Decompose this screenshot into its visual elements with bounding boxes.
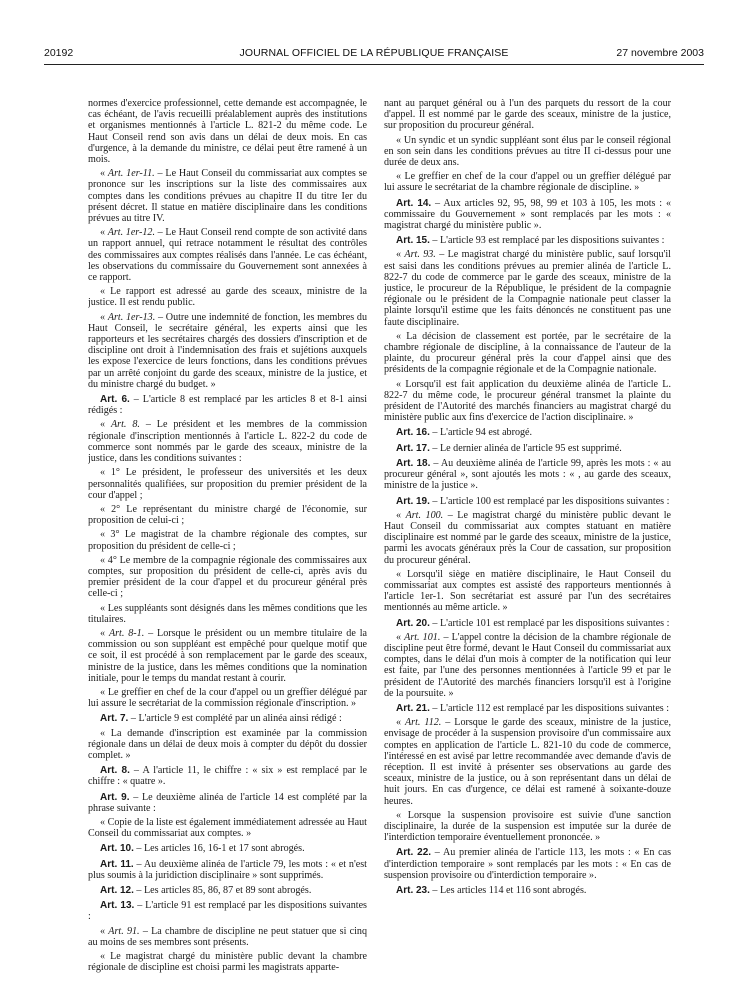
article-paragraph: [384, 847, 671, 881]
quote-mark: «: [396, 631, 405, 643]
quote-mark: «: [100, 311, 108, 323]
paragraph: [384, 510, 671, 566]
article-paragraph: [88, 843, 367, 854]
paragraph-text: – Aux articles 92, 95, 98, 99 et 103 à 105, les mots : « commissaire du Gouvernement » sont remplacés par les mots : « magistrat chargé du ministère public ».: [384, 197, 671, 232]
paragraph: [88, 286, 367, 308]
paragraph-text: « Le greffier en chef de la cour d'appel ou un greffier délégué par lui assure le secrétariat de la commission régionale d'inscription. »: [88, 686, 367, 710]
paragraph: [88, 419, 367, 464]
paragraph-text: – Lorsque le président ou un membre titulaire de la commission ou son suppléant est empêché pour quelque motif que ce soit, il est procédé à son remplacement par le garde des sceaux, ministre de la justice, dans les mêmes conditions que la nomination initiale, pour le temps du mandat restant à courir.: [88, 627, 367, 684]
paragraph-text: – Au premier alinéa de l'article 113, les mots : « En cas d'interdiction temporaire » sont remplacés par les mots : « En cas de suspension provisoire ou d'interdiction temporaire ».: [384, 847, 671, 881]
paragraph-text: – Lorsque le garde des sceaux, ministre de la justice, envisage de procéder à la suspension provisoire d'un commissaire aux comptes en application de l'article L. 821-10 du code de commerce, l'intéressé en est avisé par lettre recommandée avec demande d'avis de réception. Il est invité à présenter ses observations au garde des sceaux, ministre de la justice, ou à son représentant dans un délai de huit jours. En cas d'urgence, ce délai est ramené à soixante-douze heures.: [384, 717, 671, 807]
article-reference: Art. 8-1.: [108, 627, 145, 639]
paragraph: [88, 951, 367, 973]
article-reference: Art. 112.: [405, 717, 442, 729]
article-paragraph: [88, 900, 367, 922]
article-reference: Art. 1er-12.: [107, 227, 155, 239]
paragraph: [384, 379, 671, 424]
article-reference: Art. 101.: [404, 631, 441, 643]
quote-mark: «: [100, 627, 109, 639]
article-label: Art. 13.: [100, 900, 135, 912]
left-column: [88, 98, 367, 978]
paragraph-text: « Copie de la liste est également immédiatement adressée au Haut Conseil du commissariat aux comptes. »: [88, 816, 367, 840]
paragraph: [88, 628, 367, 684]
paragraph: [384, 810, 671, 844]
quote-mark: «: [100, 419, 111, 431]
article-label: Art. 19.: [396, 495, 430, 507]
paragraph: [384, 331, 671, 376]
paragraph-text: – L'article 8 est remplacé par les articles 8 et 8-1 ainsi rédigés :: [88, 394, 367, 417]
header-rule: [44, 64, 704, 65]
article-paragraph: [384, 496, 671, 507]
paragraph-text: nant au parquet général ou à l'un des parquets du ressort de la cour d'appel. Il est nommé par le garde des sceaux, ministre de la justice, sur proposition du procureur général.: [384, 98, 671, 132]
quote-mark: «: [100, 168, 108, 180]
article-label: Art. 22.: [396, 847, 432, 859]
paragraph-text: « 2° Le représentant du ministre chargé de l'économie, sur proposition de celui-ci ;: [88, 503, 367, 527]
quote-mark: «: [100, 925, 109, 937]
article-reference: Art. 1er-11.: [107, 168, 155, 180]
article-paragraph: [384, 458, 671, 492]
article-label: Art. 14.: [396, 197, 432, 209]
paragraph-text: – Le magistrat chargé du ministère public, sauf lorsqu'il est saisi dans les conditions prévues au premier alinéa de l'article L. 822-7 du code de commerce par le garde des sceaux, ministre de la justice, le procureur de la République, le président de la compagnie régionale ou le président de la Compagnie nationale peut classer la plainte lorsqu'il estime que les faits dénoncés ne constituent pas une faute disciplinaire.: [384, 249, 671, 328]
article-paragraph: [384, 427, 671, 438]
article-label: Art. 11.: [100, 858, 134, 870]
paragraph-text: – Le deuxième alinéa de l'article 14 est complété par la phrase suivante :: [88, 791, 367, 814]
paragraph: [88, 728, 367, 762]
paragraph-text: « Les suppléants sont désignés dans les mêmes conditions que les titulaires.: [88, 602, 367, 625]
paragraph: [88, 603, 367, 625]
article-paragraph: [384, 235, 671, 246]
article-reference: Art. 93.: [404, 249, 436, 261]
article-label: Art. 15.: [396, 235, 430, 247]
paragraph-text: – L'article 100 est remplacé par les dispositions suivantes :: [429, 495, 670, 507]
article-paragraph: [384, 443, 671, 454]
article-paragraph: [384, 198, 671, 232]
article-paragraph: [88, 885, 367, 896]
paragraph-text: – Au deuxième alinéa de l'article 79, les mots : « et n'est plus soumis à la juridiction disciplinaire » sont supprimés.: [88, 858, 367, 881]
paragraph-text: – Les articles 85, 86, 87 et 89 sont abrogés.: [133, 885, 312, 896]
paragraph: [384, 171, 671, 193]
article-label: Art. 17.: [396, 442, 430, 454]
paragraph-text: « Le greffier en chef de la cour d'appel ou un greffier délégué par lui assure le secrétariat de la chambre régionale de discipline. »: [384, 171, 671, 194]
quote-mark: «: [396, 717, 406, 729]
paragraph-text: – L'article 9 est complété par un alinéa ainsi rédigé :: [128, 713, 342, 725]
quote-mark: «: [396, 249, 405, 261]
paragraph-text: – L'article 94 est abrogé.: [429, 427, 533, 439]
paragraph-text: – L'article 112 est remplacé par les dispositions suivantes :: [429, 702, 670, 714]
article-reference: Art. 8.: [110, 419, 140, 431]
paragraph-text: – A l'article 11, le chiffre : « six » est remplacé par le chiffre : « quatre ».: [88, 765, 367, 788]
article-label: Art. 8.: [100, 765, 130, 777]
paragraph: [384, 135, 671, 169]
paragraph-text: normes d'exercice professionnel, cette demande est accompagnée, le cas échéant, de l'avis recueilli préalablement auprès des institutions et organismes mentionnés à l'article L. 821-2 du même code. Le Haut Conseil rend son avis dans un délai de deux mois. En cas d'urgence, à la demande du ministre, ce délai peut être ramené à un mois.: [88, 98, 367, 166]
article-reference: Art. 1er-13.: [107, 311, 156, 323]
paragraph: [88, 168, 367, 224]
article-reference: Art. 91.: [108, 925, 140, 937]
paragraph-text: – Le Haut Conseil rend compte de son activité dans un rapport annuel, qui retrace notamment le résultat des contrôles des commissaires aux comptes réalisés dans l'année. Le cas échéant, les observations du commissaire du Gouvernement sont annexées à ce rapport.: [88, 227, 367, 284]
article-label: Art. 7.: [100, 713, 129, 725]
paragraph: [88, 504, 367, 526]
paragraph: [88, 687, 367, 709]
paragraph-text: « Le rapport est adressé au garde des sceaux, ministre de la justice. Il est rendu public.: [88, 286, 367, 309]
page-header: [44, 47, 704, 63]
paragraph-text: – L'article 101 est remplacé par les dispositions suivantes :: [429, 617, 670, 629]
article-label: Art. 20.: [396, 617, 430, 629]
article-label: Art. 18.: [396, 457, 431, 469]
article-paragraph: [384, 618, 671, 629]
issue-date: 27 novembre 2003: [616, 47, 704, 59]
page-number: 20192: [44, 47, 74, 59]
paragraph-text: – Au deuxième alinéa de l'article 99, après les mots : « au procureur général », sont ajoutés les mots : « , au garde des sceaux, ministre de la justice ».: [384, 457, 671, 492]
paragraph-text: « La décision de classement est portée, par le secrétaire de la chambre régionale de discipline, à la connaissance de l'auteur de la plainte, du procureur général près la cour d'appel ainsi que des présidents de la compagnie régionale et de la Compagnie nationale.: [384, 330, 671, 376]
paragraph-text: – Le président et les membres de la commission régionale d'inscription mentionnés à l'article L. 822-2 du code de commerce sont nommés par le garde des sceaux, ministre de la justice, dans les conditions suivantes :: [88, 419, 367, 465]
paragraph: [88, 817, 367, 839]
paragraph: [88, 227, 367, 283]
article-paragraph: [88, 394, 367, 416]
article-label: Art. 6.: [100, 394, 130, 406]
paragraph-text: – Outre une indemnité de fonction, les membres du Haut Conseil, le secrétaire général, les experts ainsi que les rapporteurs et les secrétaires chargés des dossiers d'inscription et de discipline ont droit à l'indemnisation des frais et sujétions auxquels les expose l'exercice de leurs fonctions, dans les conditions prévues par un arrêté conjoint du garde des sceaux, ministre de la justice, et du ministre chargé du budget. »: [88, 311, 367, 390]
paragraph-text: – Le magistrat chargé du ministère public devant le Haut Conseil du commissariat aux comptes statuant en matière disciplinaire est nommé par le garde des sceaux, ministre de la justice, parmi les avocats généraux près la Cour de cassation, sur proposition du procureur général.: [384, 509, 671, 566]
article-label: Art. 12.: [100, 885, 134, 896]
article-paragraph: [88, 859, 367, 881]
paragraph: [384, 632, 671, 699]
quote-mark: «: [396, 509, 406, 521]
paragraph-text: « Un syndic et un syndic suppléant sont élus par le conseil régional en son sein dans les conditions prévues au titre II ci-dessus pour une durée de deux ans.: [384, 134, 671, 169]
paragraph-text: – L'appel contre la décision de la chambre régionale de discipline peut être formé, devant le Haut Conseil du commissariat aux comptes, dans le délai d'un mois à compter de la notification qui leur est faite, par l'une des personnes mentionnées à l'article 99 et par le président de l'Autorité des marchés financiers lorsqu'il est à l'origine de la poursuite. »: [384, 631, 671, 699]
paragraph: [88, 555, 367, 600]
paragraph-text: – Le Haut Conseil du commissariat aux comptes se prononce sur les inscriptions sur la liste des commissaires aux comptes dans les conditions prévues au chapitre II du titre Ier du présent décret. Il statue en matière disciplinaire dans les conditions prévues au titre IV.: [88, 168, 367, 225]
paragraph-text: – L'article 91 est remplacé par les dispositions suivantes :: [88, 900, 367, 923]
paragraph-text: « 4° Le membre de la compagnie régionale des commissaires aux comptes, sur proposition du président de celle-ci, après avis du premier président de la cour d'appel et du procureur général près celle-ci ;: [88, 554, 367, 600]
article-label: Art. 10.: [100, 843, 134, 855]
paragraph-text: – Les articles 114 et 116 sont abrogés.: [429, 885, 587, 896]
article-paragraph: [384, 703, 671, 714]
paragraph-text: « Le magistrat chargé du ministère public devant la chambre régionale de discipline est choisi parmi les magistrats apparte-: [88, 951, 367, 974]
article-label: Art. 16.: [396, 427, 430, 439]
paragraph-text: « Lorsqu'il est fait application du deuxième alinéa de l'article L. 822-7 du même code, le procureur général transmet la plainte du président de l'Autorité des marchés financiers au magistrat chargé du ministère public aux fins d'exercice de l'action disciplinaire. »: [384, 378, 671, 424]
article-paragraph: [88, 765, 367, 787]
paragraph-text: « La demande d'inscription est examinée par la commission régionale dans un délai de deux mois à compter du dépôt du dossier complet. »: [88, 727, 367, 761]
article-paragraph: [384, 885, 671, 896]
right-column: [384, 98, 671, 978]
paragraph-text: – Les articles 16, 16-1 et 17 sont abrogés.: [133, 843, 305, 855]
paragraph-text: « 3° Le magistrat de la chambre régionale des comptes, sur proposition du président de celle-ci ;: [88, 529, 367, 552]
paragraph: [88, 926, 367, 948]
paragraph-text: « 1° Le président, le professeur des universités et les deux personnalités qualifiées, sur proposition du premier président de la cour d'appel ;: [88, 467, 367, 501]
article-label: Art. 9.: [100, 791, 130, 803]
paragraph: [384, 717, 671, 807]
paragraph-text: – La chambre de discipline ne peut statuer que si cinq au moins de ses membres sont présents.: [88, 925, 367, 948]
journal-title: JOURNAL OFFICIEL DE LA RÉPUBLIQUE FRANÇAISE: [239, 47, 509, 59]
paragraph-continuation: [384, 98, 671, 132]
article-reference: Art. 100.: [405, 509, 444, 521]
paragraph-continuation: [88, 98, 367, 165]
paragraph: [88, 467, 367, 501]
paragraph-text: – L'article 93 est remplacé par les dispositions suivantes :: [429, 235, 665, 247]
paragraph-text: – Le dernier alinéa de l'article 95 est supprimé.: [429, 442, 622, 454]
article-paragraph: [88, 713, 367, 724]
paragraph-text: « Lorsqu'il siège en matière disciplinaire, le Haut Conseil du commissariat aux comptes est assisté des rapporteurs mentionnés à l'article 1er-1. Son secrétariat est assuré par l'un des secrétaires mentionnés au même article. »: [384, 568, 671, 614]
paragraph: [384, 249, 671, 327]
paragraph: [88, 529, 367, 551]
article-label: Art. 23.: [396, 885, 430, 896]
article-label: Art. 21.: [396, 702, 430, 714]
quote-mark: «: [100, 227, 108, 239]
paragraph-text: « Lorsque la suspension provisoire est suivie d'une sanction disciplinaire, la durée de la suspension est imputée sur la durée de l'interdiction temporaire éventuellement prononcée. »: [384, 809, 671, 844]
paragraph: [88, 312, 367, 390]
paragraph: [384, 569, 671, 614]
article-paragraph: [88, 792, 367, 814]
